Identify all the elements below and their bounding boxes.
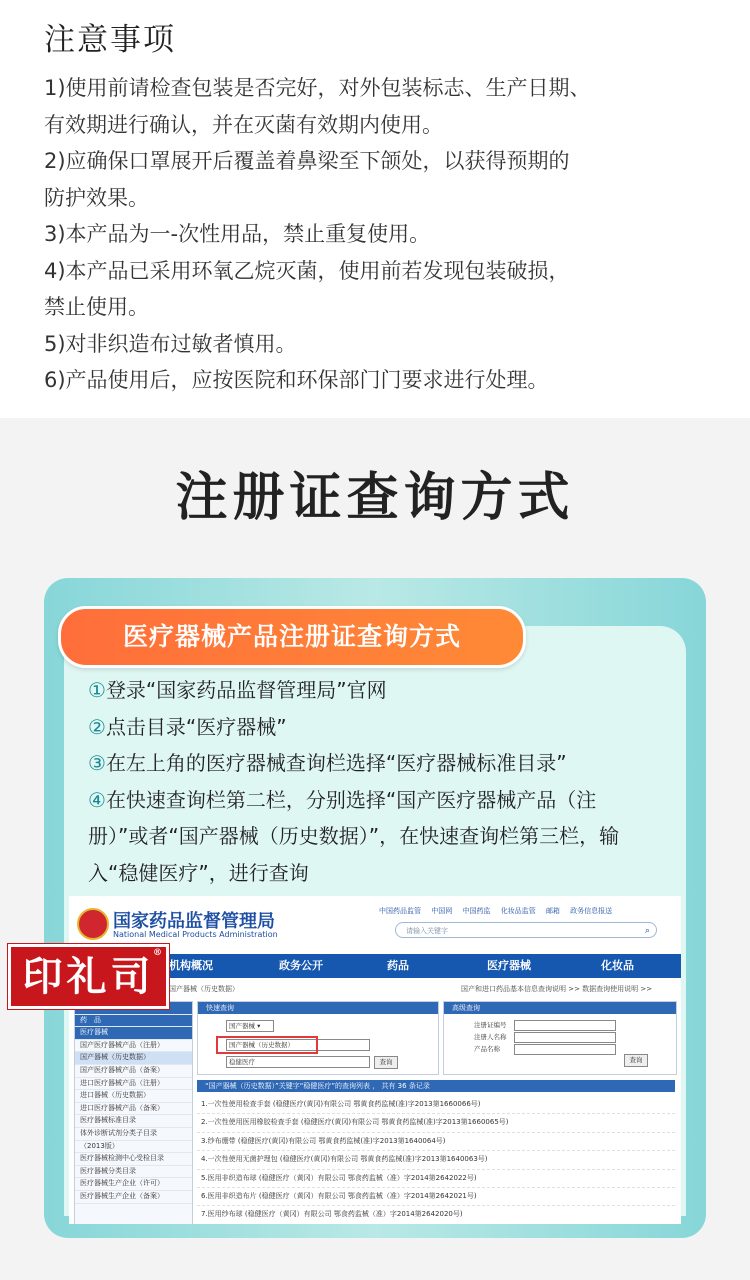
advanced-query-button[interactable]: 查询 [624, 1054, 648, 1067]
step-text: 在左上角的医疗器械查询栏选择“医疗器械标准目录” [105, 751, 567, 775]
top-links [379, 906, 620, 916]
notice-line: 4)本产品已采用环氧乙烷灭菌，使用前若发现包装破损， [44, 258, 570, 283]
sidebar-item[interactable]: 国产医疗器械产品（注册） [75, 1040, 192, 1053]
results-panel [197, 1080, 675, 1224]
step-number: ① [88, 678, 106, 702]
results-title: “国产器械（历史数据）”关键字“稳健医疗”的查询列表 ， 共有 36 条记录 [197, 1080, 675, 1092]
sidebar-item[interactable]: 国产医疗器械产品（备案） [75, 1065, 192, 1078]
result-row[interactable]: 3.纱布绷带 (稳健医疗(黄冈)有限公司 鄂黄食药监械(准)字2013第1640064号) [197, 1133, 675, 1151]
keyword-input[interactable]: 稳健医疗 [226, 1056, 370, 1068]
step-text: 册）”或者“国产器械（历史数据）”，在快速查询栏第三栏，输 [88, 824, 620, 848]
notice-line: 禁止使用。 [44, 295, 149, 319]
result-row[interactable]: 4.一次性使用无菌护理包 (稳健医疗(黄冈)有限公司 鄂黄食药监械(准)字2013第1640063号) [197, 1151, 675, 1169]
field-label: 注册证编号 [474, 1021, 507, 1029]
brand-seal-logo [8, 944, 169, 1009]
registrant-input[interactable] [514, 1032, 616, 1043]
sidebar-item[interactable]: 医疗器械生产企业（备案） [75, 1191, 192, 1204]
sidebar-item[interactable]: 进口医疗器械产品（注册） [75, 1078, 192, 1091]
advanced-search-panel [443, 1001, 677, 1075]
top-link[interactable]: 中国药品监管 [379, 907, 421, 915]
quick-search-title: 快速查询 [198, 1002, 438, 1014]
nav-item[interactable]: 医疗器械 [487, 959, 531, 972]
sidebar-item[interactable]: 进口器械（历史数据） [75, 1090, 192, 1103]
field-label: 产品名称 [474, 1045, 500, 1053]
notice-title: 注意事项 [44, 22, 176, 58]
sidebar-item[interactable]: 医疗器械检测中心受检目录 [75, 1153, 192, 1166]
sidebar-menu [74, 1001, 193, 1224]
nav-item[interactable]: 政务公开 [279, 959, 323, 972]
top-link[interactable]: 化妆品监管 [500, 907, 536, 915]
step-item [88, 818, 688, 855]
registration-number-input[interactable] [514, 1020, 616, 1031]
step-text: 入“稳健医疗”，进行查询 [88, 860, 309, 885]
top-link[interactable]: 中国药监 [462, 907, 491, 915]
section-title: 注册证查询方式 [175, 468, 575, 528]
sidebar-item-selected[interactable]: 国产器械（历史数据） [75, 1052, 192, 1065]
step-item [88, 672, 688, 709]
sidebar-item[interactable]: 药 品 [75, 1015, 192, 1028]
result-row[interactable]: 5.医用非织造布球 (稳健医疗（黄冈）有限公司 鄂食药监械（准）字2014第2642022号) [197, 1170, 675, 1188]
step-number: ② [88, 714, 106, 739]
sidebar-item[interactable]: （2013版） [75, 1141, 192, 1154]
results-list [197, 1096, 675, 1224]
top-link[interactable]: 邮箱 [545, 907, 560, 915]
quick-search-panel [197, 1001, 439, 1075]
site-name-en: National Medical Products Administration [113, 930, 278, 939]
step-text: 在快速查询栏第二栏，分别选择“国产医疗器械产品（注 [105, 787, 597, 812]
step-item [88, 745, 688, 782]
sidebar-item[interactable]: 医疗器械 [75, 1027, 192, 1040]
national-emblem-icon [77, 908, 109, 940]
search-placeholder: 请输入关键字 [406, 927, 448, 935]
step-number: ③ [88, 751, 106, 775]
seal-text: 印礼司 [22, 953, 155, 1000]
site-search-input[interactable] [395, 922, 657, 938]
notice-line: 1)使用前请检查包装是否完好，对外包装标志、生产日期、 [44, 76, 591, 100]
database-select[interactable]: 国产器械（历史数据） [226, 1039, 370, 1051]
sidebar-item[interactable]: 体外诊断试剂分类子目录 [75, 1128, 192, 1141]
help-links[interactable]: 国产和进口药品基本信息查询说明 >> 数据查询使用说明 >> [461, 985, 653, 993]
site-name[interactable]: 国家药品监督管理局 [113, 911, 275, 932]
top-link[interactable]: 政务信息报送 [570, 907, 613, 915]
notice-section [0, 0, 750, 418]
notice-line: 有效期进行确认，并在灭菌有效期内使用。 [44, 112, 443, 137]
result-row[interactable]: 6.医用非织造布片 (稳健医疗（黄冈）有限公司 鄂食药监械（准）字2014第2642021号) [197, 1188, 675, 1206]
notice-list [44, 70, 724, 399]
notice-line: 2)应确保口罩展开后覆盖着鼻梁至下颌处，以获得预期的 [44, 149, 570, 173]
highlight-box [216, 1036, 318, 1054]
registered-mark: ® [153, 948, 162, 958]
sidebar-item[interactable]: 医疗器械生产企业（许可） [75, 1178, 192, 1191]
field-label: 注册人名称 [474, 1033, 507, 1041]
search-icon[interactable]: ⌕ [644, 926, 650, 936]
step-number: ④ [88, 787, 106, 812]
result-row[interactable]: 7.医用纱布球 (稳健医疗（黄冈）有限公司 鄂食药监械（准）字2014第2642020号) [197, 1206, 675, 1224]
notice-line: 5)对非织造布过敏者慎用。 [44, 331, 297, 356]
sidebar-item[interactable]: 医疗器械分类目录 [75, 1166, 192, 1179]
sidebar-item[interactable]: 进口医疗器械产品（备案） [75, 1103, 192, 1116]
step-text: 点击目录“医疗器械” [105, 714, 287, 739]
notice-line: 3)本产品为一-次性用品，禁止重复使用。 [44, 222, 431, 246]
query-guide-card [44, 578, 706, 1238]
product-name-input[interactable] [514, 1044, 616, 1055]
nav-item[interactable]: 机构概况 [169, 959, 213, 972]
notice-line: 6)产品使用后，应按医院和环保部门门要求进行处理。 [44, 368, 549, 392]
step-item [88, 782, 688, 819]
advanced-search-title: 高级查询 [444, 1002, 676, 1014]
nav-item[interactable]: 药品 [387, 959, 409, 972]
category-select[interactable]: 国产器械 ▾ [226, 1020, 274, 1032]
step-item [88, 709, 688, 746]
step-text: 登录“国家药品监督管理局”官网 [105, 678, 387, 702]
nav-item[interactable]: 化妆品 [601, 959, 634, 972]
steps-list [88, 672, 688, 891]
query-button[interactable]: 查询 [374, 1056, 398, 1069]
card-title-pill: 医疗器械产品注册证查询方式 [58, 606, 526, 668]
notice-line: 防护效果。 [44, 185, 149, 210]
top-link[interactable]: 中国网 [431, 907, 453, 915]
step-item [88, 855, 688, 892]
sidebar-item[interactable]: 医疗器械标准目录 [75, 1115, 192, 1128]
result-row[interactable]: 1.一次性使用检查手套 (稳健医疗(黄冈)有限公司 鄂黄食药监械(准)字2013第1660066号) [197, 1096, 675, 1114]
breadcrumb: 国产器械（历史数据） [169, 985, 239, 993]
result-row[interactable]: 2.一次性使用医用橡胶检查手套 (稳健医疗(黄冈)有限公司 鄂黄食药监械(准)字2013第1660065号) [197, 1114, 675, 1132]
